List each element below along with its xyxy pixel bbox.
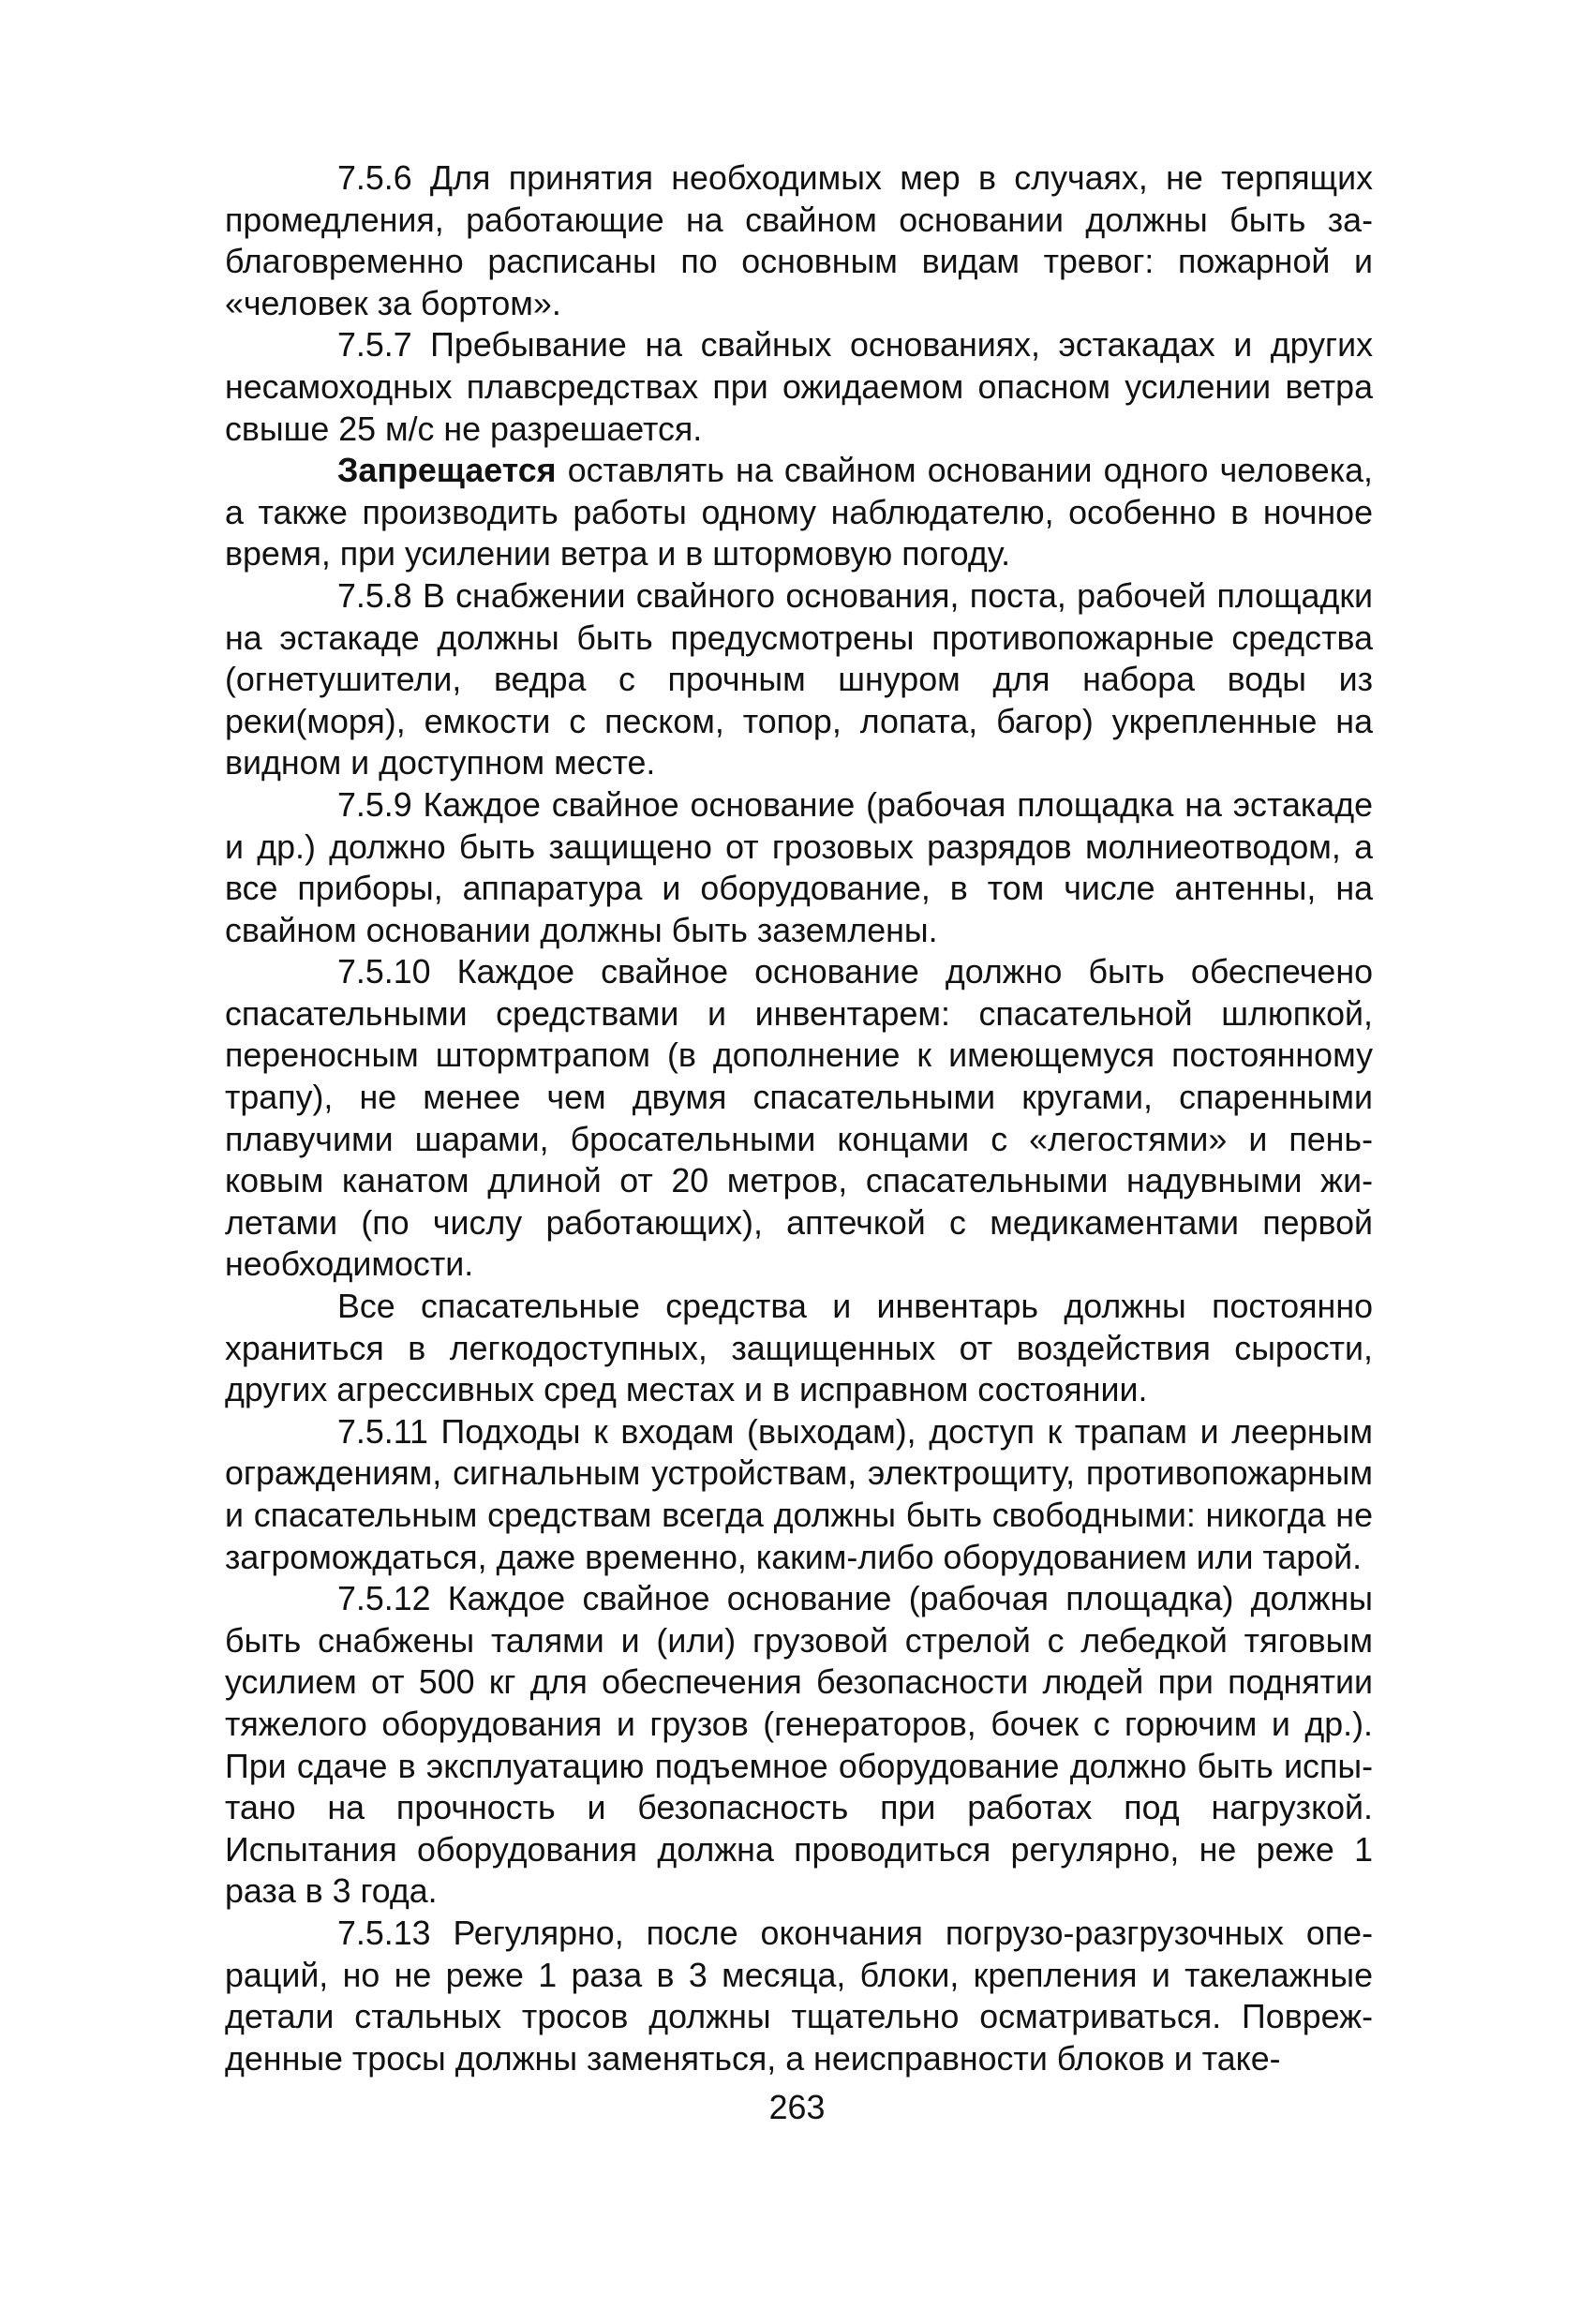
paragraph-7-5-10: 7.5.10 Каждое свайное основание должно быть обеспечено спасательными средствами и инвентарем: спасательной шлюпкой, переносным штормтрапом (в дополнение к имеющемуся постоянному трапу), не менее чем двумя спасательными кругами, спаренными плавучими шарами, бросательными концами с «легостями» и пеньковым канатом длиной от 20 метров, спасательными надувными жилетами (по числу работающих), аптечкой с медикаментами первой необходимости. xyxy=(225,953,1373,1284)
paragraph-7-5-13: 7.5.13 Регулярно, после окончания погрузо-разгрузочных операций, но не реже 1 раза в 3 месяца, блоки, крепления и такелажные детали стальных тросов должны тщательно осматриваться. Поврежденные тросы должны заменяться, а неисправности блоков и таке- xyxy=(225,1914,1373,2078)
page-body xyxy=(225,157,1373,2079)
paragraph-7-5-9: 7.5.9 Каждое свайное основание (рабочая площадка на эстакаде и др.) должно быть защищено от грозовых разрядов молниеотводом, а все приборы, аппаратура и оборудование, в том числе антенны, на свайном основании должны быть заземлены. xyxy=(225,785,1373,949)
prohibition-text: оставлять на свайном основании одного человека, а также производить работы одному наблюдателю, особенно в ночное время, при усилении ветра и в штормовую погоду. xyxy=(225,452,1373,574)
paragraph-7-5-12: 7.5.12 Каждое свайное основание (рабочая площадка) должны быть снабжены талями и (или) грузовой стрелой с лебедкой тяговым усилием от 500 кг для обеспечения безопасности людей при поднятии тяжелого оборудования и грузов (генераторов, бочек с горючим и др.). При сдаче в эксплуатацию подъемное оборудование должно быть испытано на прочность и безопасность при работах под нагрузкой. Испытания оборудования должна проводиться регулярно, не реже 1 раза в 3 года. xyxy=(225,1580,1373,1911)
paragraph-7-5-8: 7.5.8 В снабжении свайного основания, поста, рабочей площадки на эстакаде должны быть предусмотрены противопожарные средства (огнетушители, ведра с прочным шнуром для набора воды из реки(моря), емкости с песком, топор, лопата, багор) укрепленные на видном и доступном месте. xyxy=(225,576,1373,782)
paragraph-7-5-7: 7.5.7 Пребывание на свайных основаниях, эстакадах и других несамоходных плавсредствах при ожидаемом опасном усилении ветра свыше 25 м/с не разрешается. xyxy=(225,326,1373,448)
paragraph-prohibition xyxy=(225,450,1373,575)
prohibition-bold-lead: Запрещается xyxy=(337,452,557,490)
paragraph-rescue-storage: Все спасательные средства и инвентарь должны постоянно храниться в легкодоступных, защищенных от воздействия сырости, других агрессивных сред местах и в исправном состоянии. xyxy=(225,1288,1373,1409)
paragraph-7-5-6: 7.5.6 Для принятия необходимых мер в случаях, не терпящих промедления, работающие на свайном основании должны быть заблаговременно расписаны по основным видам тревог: пожарной и «человек за бортом». xyxy=(225,159,1373,322)
paragraph-7-5-11: 7.5.11 Подходы к входам (выходам), доступ к трапам и леерным ограждениям, сигнальным устройствам, электрощиту, противопожарным и спасательным средствам всегда должны быть свободными: никогда не загромождаться, даже временно, каким-либо оборудованием или тарой. xyxy=(225,1412,1373,1576)
page-number: 263 xyxy=(768,2089,826,2126)
